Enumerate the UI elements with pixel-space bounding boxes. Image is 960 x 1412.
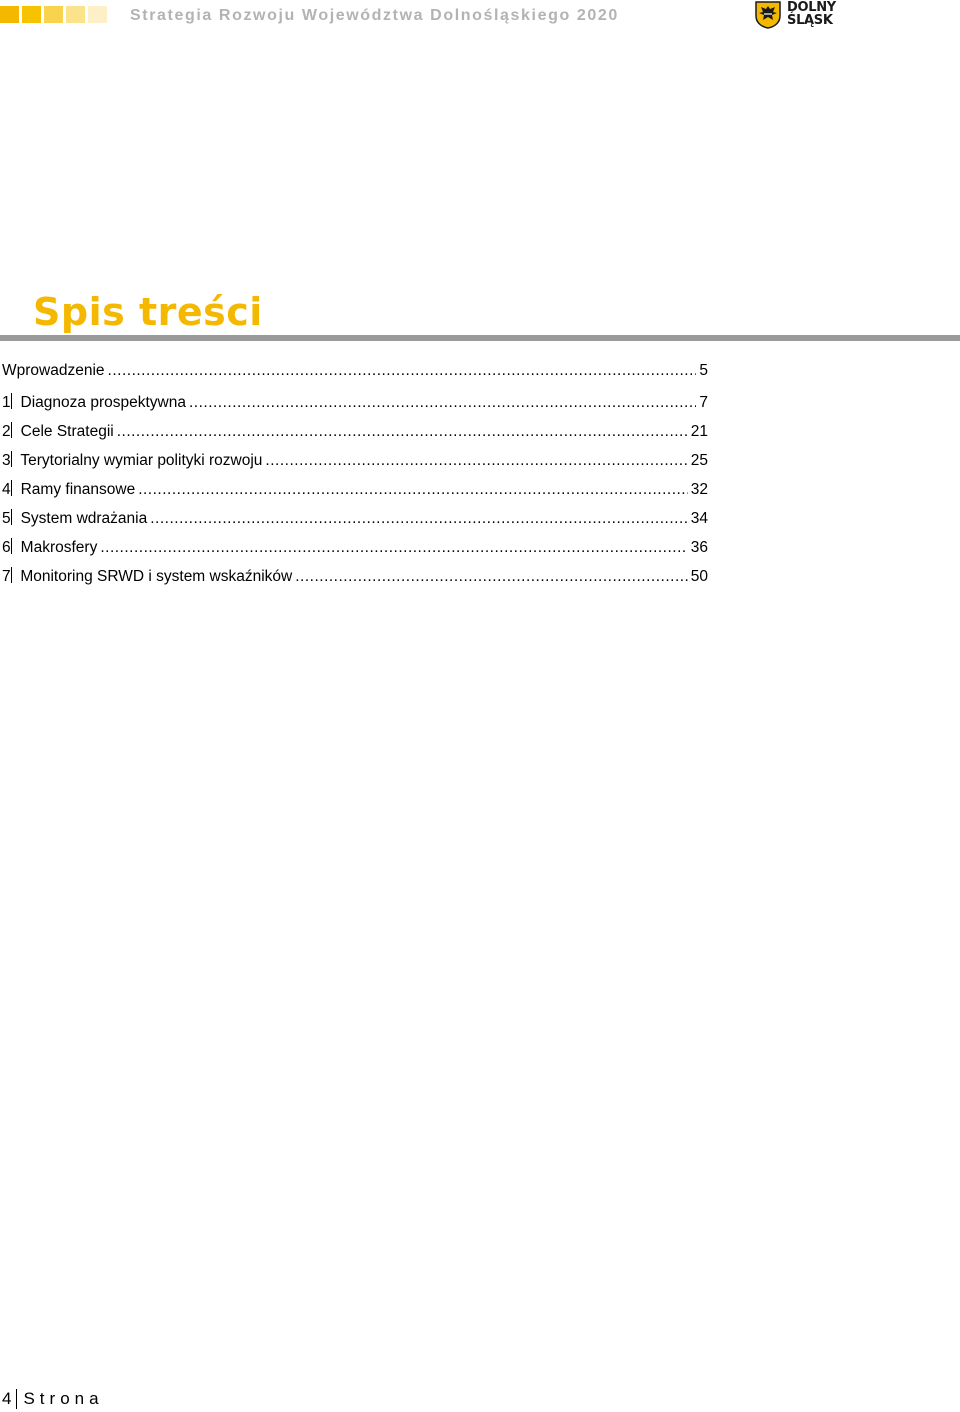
- logo-line-2: ŚLĄSK: [787, 13, 833, 28]
- toc-entry-page: 25: [690, 452, 708, 469]
- toc-entry[interactable]: [2, 536, 708, 565]
- toc-entry-number: 3: [2, 452, 11, 469]
- page-header: [0, 0, 960, 36]
- toc-entry-number: 2: [2, 423, 11, 440]
- toc-entry-separator: [11, 509, 12, 525]
- toc-entry-separator: [11, 393, 12, 409]
- toc-entry-number: 1: [2, 394, 11, 411]
- toc-entry-leader: [295, 568, 688, 586]
- toc-entry-separator: [11, 422, 12, 438]
- toc-entry-page: 5: [699, 362, 708, 379]
- toc-entry-label: System wdrażania: [20, 510, 148, 527]
- header-square: [44, 6, 63, 23]
- toc-entry-leader: [265, 452, 687, 470]
- footer-divider: [16, 1389, 17, 1409]
- table-of-contents: [2, 362, 708, 594]
- toc-entry-leader: [189, 394, 696, 412]
- toc-entry-page: 36: [690, 539, 708, 556]
- title-divider: [0, 335, 960, 341]
- toc-entry-number: 5: [2, 510, 11, 527]
- toc-entry-leader: [117, 423, 688, 441]
- toc-entry-page: 7: [699, 394, 708, 411]
- header-square: [0, 6, 19, 23]
- header-square: [66, 6, 85, 23]
- toc-entry-page: 21: [690, 423, 708, 440]
- header-title: Strategia Rozwoju Województwa Dolnośląskiego 2020: [130, 7, 619, 24]
- toc-entry-leader: [100, 539, 687, 557]
- toc-entry-label: Monitoring SRWD i system wskaźników: [20, 568, 293, 585]
- toc-entry[interactable]: [2, 507, 708, 536]
- toc-title: Spis treści: [33, 290, 263, 334]
- toc-entry-label: Cele Strategii: [20, 423, 114, 440]
- toc-entry-label: Ramy finansowe: [20, 481, 136, 498]
- toc-entry-number: 6: [2, 539, 11, 556]
- toc-entry-leader: [108, 362, 697, 380]
- toc-entry-number: 4: [2, 481, 11, 498]
- toc-entry-number: 7: [2, 568, 11, 585]
- toc-entry[interactable]: [2, 391, 708, 420]
- toc-entry-separator: [11, 451, 12, 467]
- toc-entry-page: 50: [690, 568, 708, 585]
- toc-entry[interactable]: [2, 362, 708, 391]
- dolny-slask-logo: [755, 1, 845, 31]
- toc-entry[interactable]: [2, 478, 708, 507]
- toc-entry-leader: [150, 510, 688, 528]
- toc-entry[interactable]: [2, 565, 708, 594]
- toc-entry-label: Wprowadzenie: [2, 362, 105, 379]
- toc-entry-label: Terytorialny wymiar polityki rozwoju: [20, 452, 263, 469]
- toc-entry-label: Diagnoza prospektywna: [20, 394, 186, 411]
- toc-entry[interactable]: [2, 449, 708, 478]
- header-squares: [0, 6, 107, 23]
- eagle-coat-of-arms-icon: [755, 1, 781, 29]
- footer-page-number: 4: [2, 1389, 12, 1408]
- toc-entry-page: 32: [690, 481, 708, 498]
- header-square: [88, 6, 107, 23]
- logo-line-1: DOLNY: [787, 0, 836, 15]
- toc-entry-separator: [11, 480, 12, 496]
- footer-label: Strona: [23, 1389, 104, 1408]
- toc-entry[interactable]: [2, 420, 708, 449]
- toc-entry-separator: [11, 567, 12, 583]
- header-square: [22, 6, 41, 23]
- page-footer: [2, 1389, 104, 1409]
- toc-entry-separator: [11, 538, 12, 554]
- toc-entry-label: Makrosfery: [20, 539, 98, 556]
- toc-entry-leader: [138, 481, 688, 499]
- toc-entry-page: 34: [690, 510, 708, 527]
